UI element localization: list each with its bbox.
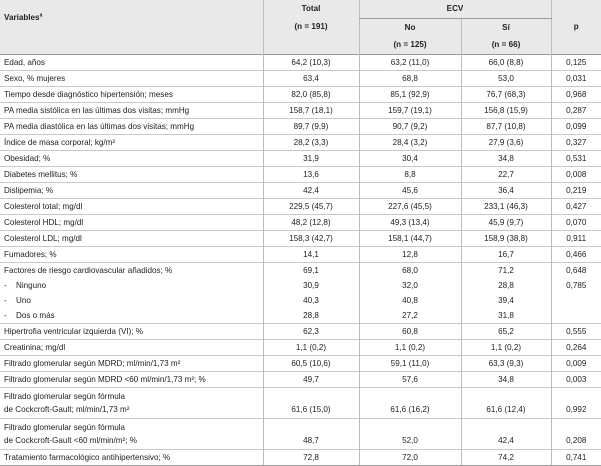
- row-label: Colesterol HDL; mg/dl: [0, 215, 263, 231]
- table-row: [0, 263, 601, 279]
- table-row: [0, 372, 601, 388]
- header-ecv: ECV: [359, 0, 551, 19]
- cell-total: 64,2 (10,3): [263, 55, 359, 71]
- table-row: [0, 278, 601, 293]
- row-label-line1: Filtrado glomerular según fórmula: [4, 392, 126, 401]
- cell-p: 0,992: [551, 388, 601, 419]
- cell-si: 42,4: [461, 419, 551, 450]
- row-label: [0, 293, 263, 308]
- row-label-line2: de Cockcroft-Gault <60 ml/min/m²; %: [4, 436, 137, 445]
- table-row: [0, 103, 601, 119]
- cell-total: 28,8: [263, 308, 359, 324]
- cell-total: 158,7 (18,1): [263, 103, 359, 119]
- row-bullet: -: [4, 280, 7, 290]
- header-p: p: [551, 0, 601, 55]
- cell-no: 57,6: [359, 372, 461, 388]
- table-row: [0, 450, 601, 466]
- cell-si: 31,8: [461, 308, 551, 324]
- header-variables-footnote: a: [39, 12, 43, 19]
- cell-si: 22,7: [461, 167, 551, 183]
- cell-no: 68,0: [359, 263, 461, 279]
- cell-no: 32,0: [359, 278, 461, 293]
- cell-p: 0,009: [551, 356, 601, 372]
- row-label: Filtrado glomerular según MDRD; ml/min/1,73 m²: [0, 356, 263, 372]
- cell-p: 0,531: [551, 151, 601, 167]
- cell-p: 0,099: [551, 119, 601, 135]
- cell-p: 0,264: [551, 340, 601, 356]
- header-total-n: (n = 191): [263, 19, 359, 37]
- cell-total: 42,4: [263, 183, 359, 199]
- cell-total: 30,9: [263, 278, 359, 293]
- row-label-text: Ninguno: [16, 280, 47, 290]
- row-label: PA media diastólica en las últimas dos visitas; mmHg: [0, 119, 263, 135]
- cell-p: 0,555: [551, 324, 601, 340]
- table-row: [0, 388, 601, 419]
- row-label: Hipertrofia ventricular izquierda (VI); %: [0, 324, 263, 340]
- cell-p: [551, 293, 601, 308]
- row-label: Filtrado glomerular según MDRD <60 ml/min/1,73 m²; %: [0, 372, 263, 388]
- cell-si: 61,6 (12,4): [461, 388, 551, 419]
- cell-si: 1,1 (0,2): [461, 340, 551, 356]
- cell-no: 63,2 (11,0): [359, 55, 461, 71]
- cell-total: 13,6: [263, 167, 359, 183]
- cell-p: 0,125: [551, 55, 601, 71]
- cell-si: 233,1 (46,3): [461, 199, 551, 215]
- cell-total: 48,2 (12,8): [263, 215, 359, 231]
- header-blank-total: [263, 36, 359, 55]
- header-total: Total: [263, 0, 359, 19]
- row-label: Dislipemia; %: [0, 183, 263, 199]
- row-label: Creatinina; mg/dl: [0, 340, 263, 356]
- header-blank: [0, 36, 263, 55]
- cell-no: 1,1 (0,2): [359, 340, 461, 356]
- row-label-line2: de Cockcroft-Gault; ml/min/1,73 m²: [4, 405, 130, 414]
- cell-p: 0,648: [551, 263, 601, 279]
- cell-no: 68,8: [359, 71, 461, 87]
- cell-p: 0,466: [551, 247, 601, 263]
- cell-total: 60,5 (10,6): [263, 356, 359, 372]
- cell-si: 36,4: [461, 183, 551, 199]
- cell-no: 8,8: [359, 167, 461, 183]
- cell-total: 69,1: [263, 263, 359, 279]
- row-label: PA media sistólica en las últimas dos visitas; mmHg: [0, 103, 263, 119]
- header-variables: Variables$^a$: [0, 0, 263, 36]
- row-label: Colesterol LDL; mg/dl: [0, 231, 263, 247]
- cell-total: 48,7: [263, 419, 359, 450]
- table-row: [0, 324, 601, 340]
- table-row: [0, 135, 601, 151]
- row-label-text: Uno: [16, 295, 31, 305]
- cell-total: 1,1 (0,2): [263, 340, 359, 356]
- table-row: [0, 247, 601, 263]
- cell-total: 158,3 (42,7): [263, 231, 359, 247]
- cell-no: 12,8: [359, 247, 461, 263]
- cell-si: 63,3 (9,3): [461, 356, 551, 372]
- cell-p: 0,741: [551, 450, 601, 466]
- header-no: No: [359, 19, 461, 37]
- table-row: [0, 231, 601, 247]
- header-si: Sí: [461, 19, 551, 37]
- table-row: [0, 199, 601, 215]
- table-row: [0, 151, 601, 167]
- table-row: [0, 71, 601, 87]
- cell-p: 0,008: [551, 167, 601, 183]
- cell-no: 60,8: [359, 324, 461, 340]
- cell-p: 0,208: [551, 419, 601, 450]
- row-label: Edad, años: [0, 55, 263, 71]
- row-label: [0, 308, 263, 324]
- row-bullet: -: [4, 295, 7, 305]
- cell-si: 66,0 (8,8): [461, 55, 551, 71]
- row-label: Obesidad; %: [0, 151, 263, 167]
- cell-si: 34,8: [461, 372, 551, 388]
- cell-no: 72,0: [359, 450, 461, 466]
- table-row: [0, 167, 601, 183]
- table-row: [0, 87, 601, 103]
- header-no-n: (n = 125): [359, 36, 461, 55]
- cell-total: 63,4: [263, 71, 359, 87]
- cell-no: 28,4 (3,2): [359, 135, 461, 151]
- row-label: [0, 419, 263, 450]
- cell-p: 0,327: [551, 135, 601, 151]
- row-label: Tratamiento farmacológico antihipertensivo; %: [0, 450, 263, 466]
- cell-total: 61,6 (15,0): [263, 388, 359, 419]
- table-row: [0, 419, 601, 450]
- cell-si: 16,7: [461, 247, 551, 263]
- row-label: Tiempo desde diagnóstico hipertensión; meses: [0, 87, 263, 103]
- header-si-n: (n = 66): [461, 36, 551, 55]
- cell-p: 0,427: [551, 199, 601, 215]
- table-row: [0, 308, 601, 324]
- cell-si: 76,7 (68,3): [461, 87, 551, 103]
- table-row: [0, 119, 601, 135]
- cell-si: 156,8 (15,9): [461, 103, 551, 119]
- cell-no: 52,0: [359, 419, 461, 450]
- cell-p: [551, 308, 601, 324]
- row-label: Índice de masa corporal; kg/m²: [0, 135, 263, 151]
- cell-si: 74,2: [461, 450, 551, 466]
- cell-si: 158,9 (38,8): [461, 231, 551, 247]
- row-label: [0, 278, 263, 293]
- cell-no: 49,3 (13,4): [359, 215, 461, 231]
- cell-p: 0,968: [551, 87, 601, 103]
- cell-si: 71,2: [461, 263, 551, 279]
- table-row: [0, 356, 601, 372]
- row-bullet: -: [4, 310, 7, 320]
- table-row: [0, 183, 601, 199]
- cell-total: 14,1: [263, 247, 359, 263]
- cell-p: 0,219: [551, 183, 601, 199]
- cell-no: 158,1 (44,7): [359, 231, 461, 247]
- cell-si: 53,0: [461, 71, 551, 87]
- cell-p: 0,070: [551, 215, 601, 231]
- cell-p: 0,911: [551, 231, 601, 247]
- cell-no: 27,2: [359, 308, 461, 324]
- cell-no: 45,6: [359, 183, 461, 199]
- cell-p: 0,287: [551, 103, 601, 119]
- cell-no: 227,6 (45,5): [359, 199, 461, 215]
- row-label: [0, 388, 263, 419]
- cell-no: 40,8: [359, 293, 461, 308]
- cell-total: 28,2 (3,3): [263, 135, 359, 151]
- cell-si: 65,2: [461, 324, 551, 340]
- cell-total: 82,0 (85,8): [263, 87, 359, 103]
- cell-total: 49,7: [263, 372, 359, 388]
- cell-si: 87,7 (10,8): [461, 119, 551, 135]
- cell-total: 229,5 (45,7): [263, 199, 359, 215]
- row-label: Colesterol total; mg/dl: [0, 199, 263, 215]
- cell-total: 62,3: [263, 324, 359, 340]
- cell-total: 31,9: [263, 151, 359, 167]
- row-label: Factores de riesgo cardiovascular añadidos; %: [0, 263, 263, 279]
- cell-no: 30,4: [359, 151, 461, 167]
- table-row: [0, 215, 601, 231]
- cell-total: 72,8: [263, 450, 359, 466]
- row-label: Sexo, % mujeres: [0, 71, 263, 87]
- cell-no: 90,7 (9,2): [359, 119, 461, 135]
- cell-si: 27,9 (3,6): [461, 135, 551, 151]
- row-label: Fumadores; %: [0, 247, 263, 263]
- row-label-text: Dos o más: [16, 310, 55, 320]
- cell-si: 28,8: [461, 278, 551, 293]
- cell-no: 61,6 (16,2): [359, 388, 461, 419]
- cell-no: 85,1 (92,9): [359, 87, 461, 103]
- cell-no: 59,1 (11,0): [359, 356, 461, 372]
- cell-si: 34,8: [461, 151, 551, 167]
- table-row: [0, 340, 601, 356]
- cell-p: 0,785: [551, 278, 601, 293]
- row-label: Diabetes mellitus; %: [0, 167, 263, 183]
- cell-total: 40,3: [263, 293, 359, 308]
- cell-no: 159,7 (19,1): [359, 103, 461, 119]
- table-row: [0, 293, 601, 308]
- row-label-line1: Filtrado glomerular según fórmula: [4, 423, 126, 432]
- cell-total: 89,7 (9,9): [263, 119, 359, 135]
- cell-p: 0,003: [551, 372, 601, 388]
- cell-p: 0,031: [551, 71, 601, 87]
- cell-si: 39,4: [461, 293, 551, 308]
- table-row: [0, 55, 601, 71]
- cell-si: 45,9 (9,7): [461, 215, 551, 231]
